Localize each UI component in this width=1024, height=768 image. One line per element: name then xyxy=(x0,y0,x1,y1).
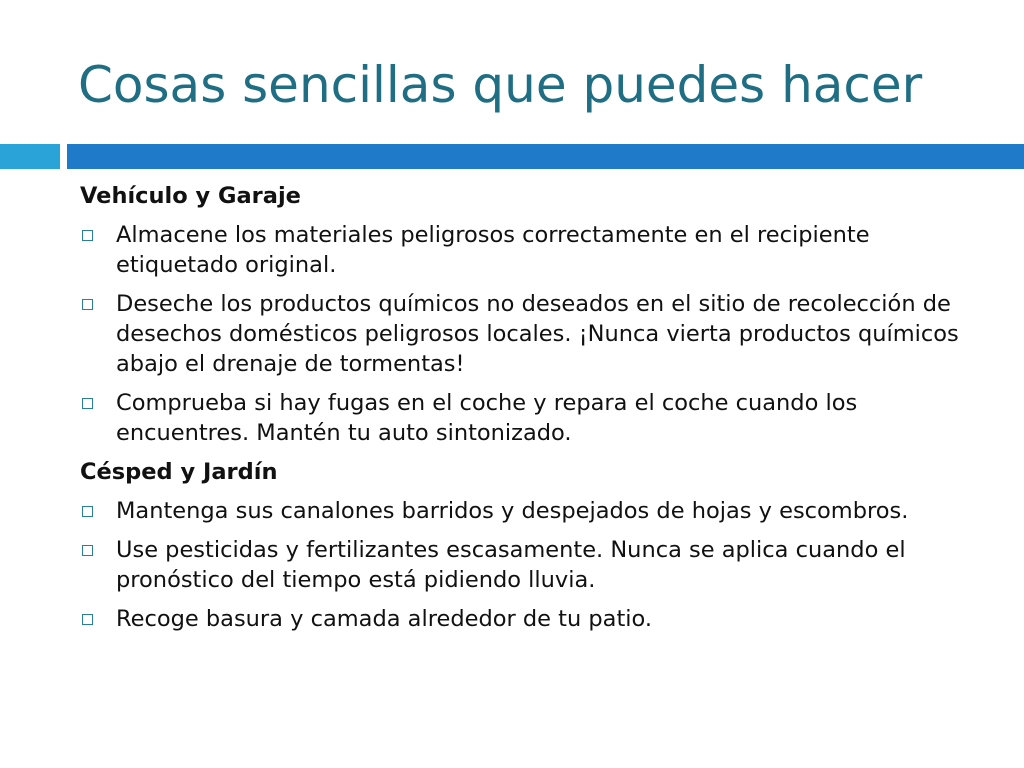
bullet-item xyxy=(80,289,980,379)
square-bullet-icon xyxy=(82,230,93,241)
bullet-text: Deseche los productos químicos no deseados en el sitio de recolección de desechos domésticos peligrosos locales. ¡Nunca vierta productos químicos abajo el drenaje de tormentas! xyxy=(116,291,959,377)
square-bullet-icon xyxy=(82,299,93,310)
slide-title: Cosas sencillas que puedes hacer xyxy=(78,56,923,114)
title-rule-accent-right xyxy=(67,144,1024,169)
section-heading-vehiculo: Vehículo y Garaje xyxy=(80,183,301,209)
bullet-item xyxy=(80,220,980,280)
square-bullet-icon xyxy=(82,506,93,517)
bullet-item xyxy=(80,535,980,595)
bullet-text: Almacene los materiales peligrosos correctamente en el recipiente etiquetado original. xyxy=(116,222,870,278)
bullet-item xyxy=(80,496,980,526)
square-bullet-icon xyxy=(82,614,93,625)
title-rule-accent-left xyxy=(0,144,60,169)
bullet-text: Mantenga sus canalones barridos y despejados de hojas y escombros. xyxy=(116,498,909,524)
square-bullet-icon xyxy=(82,545,93,556)
bullet-item xyxy=(80,388,980,448)
square-bullet-icon xyxy=(82,398,93,409)
slide-body xyxy=(80,181,980,643)
bullet-text: Recoge basura y camada alrededor de tu patio. xyxy=(116,606,653,632)
section-heading-cesped: Césped y Jardín xyxy=(80,459,278,485)
bullet-text: Use pesticidas y fertilizantes escasamente. Nunca se aplica cuando el pronóstico del tiempo está pidiendo lluvia. xyxy=(116,537,906,593)
bullet-item xyxy=(80,604,980,634)
bullet-text: Comprueba si hay fugas en el coche y repara el coche cuando los encuentres. Mantén tu auto sintonizado. xyxy=(116,390,858,446)
